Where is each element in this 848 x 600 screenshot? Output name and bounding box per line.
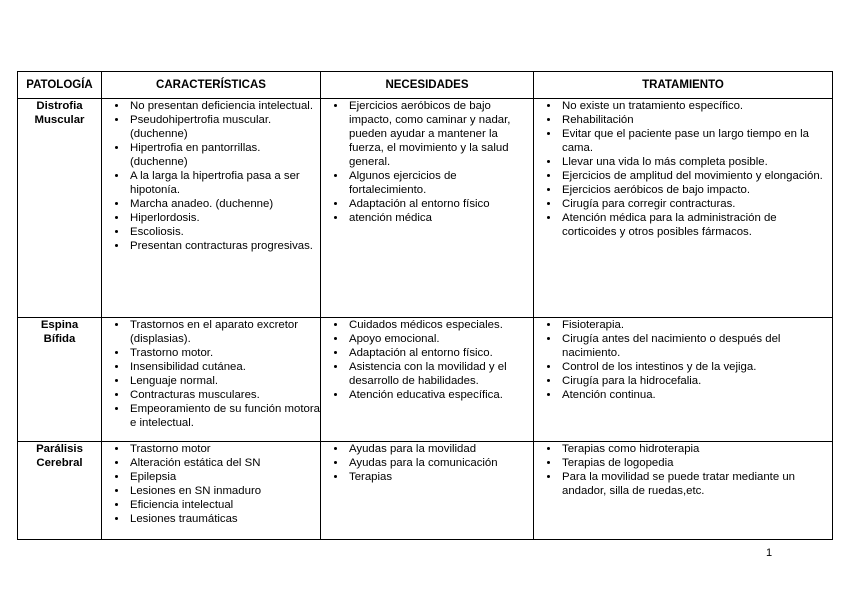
header-caracteristicas: CARACTERÍSTICAS: [102, 72, 321, 99]
pathology-name-line: Distrofia: [36, 100, 83, 112]
list-item: • Ejercicios de amplitud del movimiento y elongación.: [560, 169, 832, 183]
list-item: • Trastorno motor: [128, 442, 320, 456]
list-item: • Terapias de logopedia: [560, 456, 832, 470]
table-row-espina-bifida: [18, 318, 833, 442]
page-number: 1: [766, 547, 773, 559]
tratamiento-list: [534, 318, 832, 402]
pathology-name: [18, 99, 102, 318]
caracteristicas-list: [102, 99, 320, 253]
necesidades-list: [321, 318, 533, 402]
list-item: • Terapias: [347, 470, 533, 484]
list-item: • Ejercicios aeróbicos de bajo impacto, como caminar y nadar, pueden ayudar a mantener la fuerza, el movimiento y la salud general.: [347, 99, 533, 169]
table-header-row: [18, 72, 833, 99]
list-item: • Cirugía antes del nacimiento o después del nacimiento.: [560, 332, 832, 360]
list-item: • Pseudohipertrofia muscular.(duchenne): [128, 113, 320, 141]
pathology-name-line: Parálisis: [36, 443, 83, 455]
tratamiento-cell: [534, 442, 833, 540]
caracteristicas-list: [102, 318, 320, 430]
list-item: • No existe un tratamiento específico.: [560, 99, 832, 113]
table-row-paralisis-cerebral: [18, 442, 833, 540]
list-item: • Marcha anadeo. (duchenne): [128, 197, 320, 211]
list-item: • Atención médica para la administración de corticoides y otros posibles fármacos.: [560, 211, 832, 239]
list-item: • Hipertrofia en pantorrillas. (duchenne): [128, 141, 320, 169]
list-item: • Empeoramiento de su función motora e intelectual.: [128, 402, 320, 430]
list-item: • Hiperlordosis.: [128, 211, 320, 225]
list-item: • No presentan deficiencia intelectual.: [128, 99, 320, 113]
pathology-name-line: Bífida: [43, 333, 76, 345]
pathology-name-line: Espina: [40, 319, 79, 331]
list-item: • Trastornos en el aparato excretor (displasias).: [128, 318, 320, 346]
tratamiento-list: [534, 442, 832, 498]
header-patologia: PATOLOGÍA: [18, 72, 102, 99]
table-row-distrofia-muscular: [18, 99, 833, 318]
tratamiento-list: [534, 99, 832, 239]
header-tratamiento: TRATAMIENTO: [534, 72, 833, 99]
tratamiento-cell: [534, 99, 833, 318]
list-item: • Atención educativa específica.: [347, 388, 533, 402]
list-item: • Apoyo emocional.: [347, 332, 533, 346]
list-item: • Atención continua.: [560, 388, 832, 402]
list-item: • Fisioterapia.: [560, 318, 832, 332]
pathology-name: [18, 442, 102, 540]
list-item: • Eficiencia intelectual: [128, 498, 320, 512]
list-item: • Algunos ejercicios de fortalecimiento.: [347, 169, 533, 197]
list-item: • Rehabilitación: [560, 113, 832, 127]
list-item: • Lesiones en SN inmaduro: [128, 484, 320, 498]
list-item: • A la larga la hipertrofia pasa a ser hipotonía.: [128, 169, 320, 197]
list-item: • Control de los intestinos y de la vejiga.: [560, 360, 832, 374]
list-item: • Adaptación al entorno físico: [347, 197, 533, 211]
list-item: • Presentan contracturas progresivas.: [128, 239, 320, 253]
list-item: • Lenguaje normal.: [128, 374, 320, 388]
caracteristicas-cell: [102, 318, 321, 442]
list-item: • Evitar que el paciente pase un largo tiempo en la cama.: [560, 127, 832, 155]
pathology-name: [18, 318, 102, 442]
list-item: • Escoliosis.: [128, 225, 320, 239]
list-item: • Asistencia con la movilidad y el desarrollo de habilidades.: [347, 360, 533, 388]
list-item: • Para la movilidad se puede tratar mediante un andador, silla de ruedas,etc.: [560, 470, 832, 498]
list-item: • Insensibilidad cutánea.: [128, 360, 320, 374]
list-item: • Llevar una vida lo más completa posible.: [560, 155, 832, 169]
pathology-name-line: Muscular: [34, 114, 85, 126]
list-item: • Lesiones traumáticas: [128, 512, 320, 526]
caracteristicas-cell: [102, 442, 321, 540]
header-necesidades: NECESIDADES: [321, 72, 534, 99]
necesidades-list: [321, 442, 533, 484]
tratamiento-cell: [534, 318, 833, 442]
list-item: • Cirugía para la hidrocefalia.: [560, 374, 832, 388]
list-item: • Ayudas para la comunicación: [347, 456, 533, 470]
necesidades-cell: [321, 318, 534, 442]
list-item: • Trastorno motor.: [128, 346, 320, 360]
pathology-name-line: Cerebral: [36, 457, 83, 469]
list-item: • Terapias como hidroterapia: [560, 442, 832, 456]
list-item: • Alteración estática del SN: [128, 456, 320, 470]
list-item: • Adaptación al entorno físico.: [347, 346, 533, 360]
caracteristicas-cell: [102, 99, 321, 318]
list-item: • Ayudas para la movilidad: [347, 442, 533, 456]
list-item: • Contracturas musculares.: [128, 388, 320, 402]
list-item: • Epilepsia: [128, 470, 320, 484]
necesidades-cell: [321, 99, 534, 318]
necesidades-cell: [321, 442, 534, 540]
list-item: • Cuidados médicos especiales.: [347, 318, 533, 332]
pathology-table: [17, 71, 833, 540]
caracteristicas-list: [102, 442, 320, 526]
necesidades-list: [321, 99, 533, 225]
list-item: • Ejercicios aeróbicos de bajo impacto.: [560, 183, 832, 197]
list-item: • atención médica: [347, 211, 533, 225]
list-item: • Cirugía para corregir contracturas.: [560, 197, 832, 211]
